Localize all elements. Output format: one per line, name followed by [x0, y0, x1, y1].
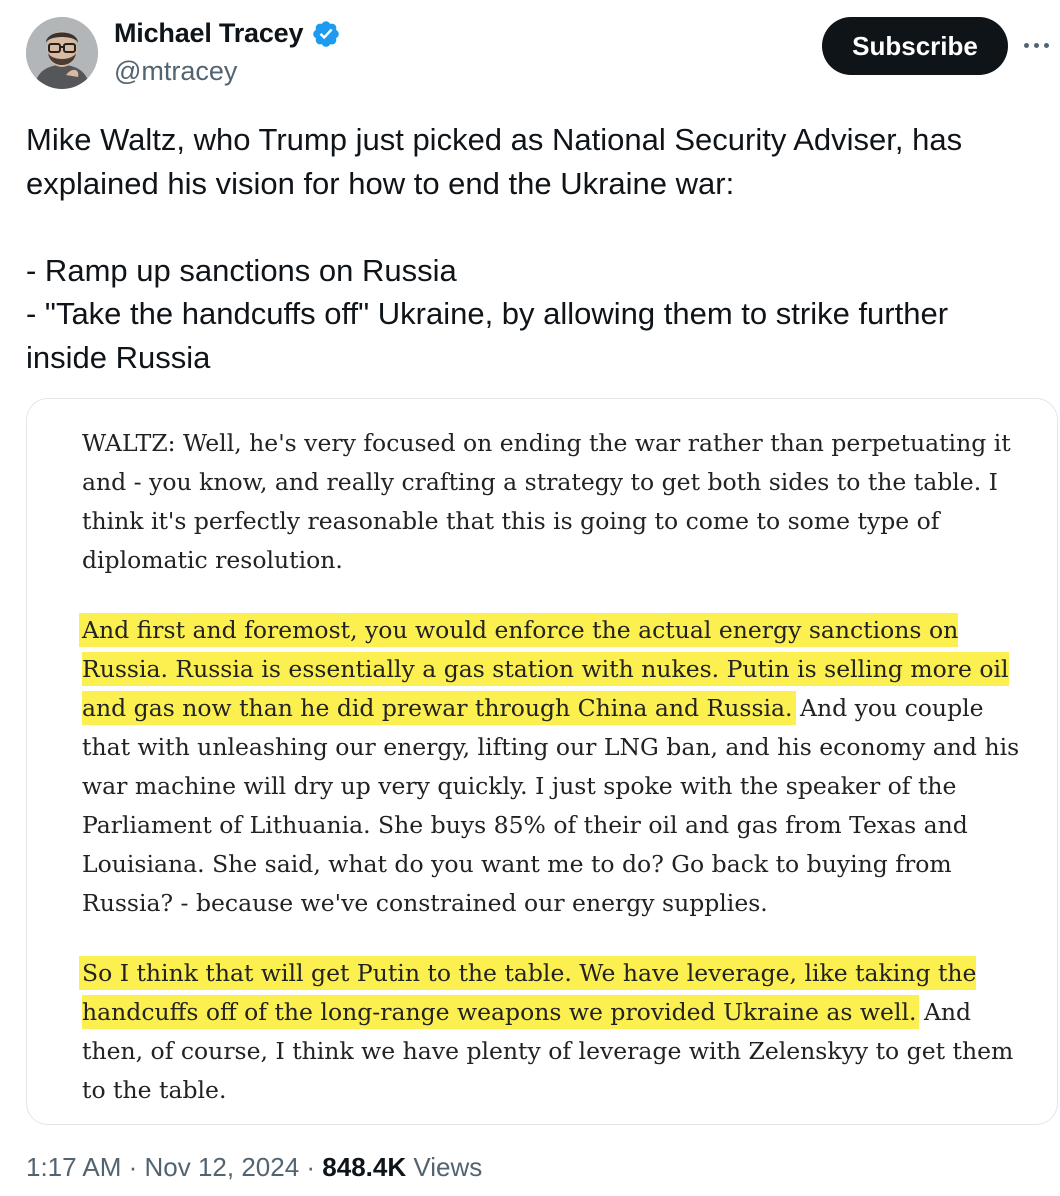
transcript-paragraph-2 — [82, 611, 1032, 923]
views-count[interactable]: 848.4K — [322, 1152, 407, 1182]
more-dot — [1034, 43, 1039, 48]
meta-separator: · — [299, 1152, 323, 1182]
transcript-paragraph-3 — [82, 954, 1032, 1110]
avatar[interactable] — [26, 17, 98, 89]
plain-text: And then, of course, I think we have plenty of leverage with Zelenskyy to get them to the table. — [82, 998, 1014, 1104]
author-handle[interactable]: @mtracey — [114, 56, 238, 86]
transcript-excerpt — [82, 424, 1032, 1125]
tweet-date[interactable]: Nov 12, 2024 — [144, 1152, 300, 1182]
more-dot — [1044, 43, 1049, 48]
highlighted-text: So I think that will get Putin to the table. We have leverage, like taking the handcuffs off of the long-range weapons we provided Ukraine as well. — [82, 959, 977, 1026]
more-dots-icon[interactable] — [1024, 30, 1058, 60]
tweet-meta — [26, 1152, 482, 1183]
tweet-time[interactable]: 1:17 AM — [26, 1152, 122, 1182]
avatar-image — [26, 17, 98, 89]
highlighted-text: And first and foremost, you would enforce the actual energy sanctions on Russia. Russia is essentially a gas station with nukes. Putin is selling more oil and gas now than he did prewar through China and Russia. — [82, 616, 1009, 722]
tweet-text: Mike Waltz, who Trump just picked as National Security Adviser, has explained his vision for how to end the Ukraine war: - Ramp up sanctions on Russia - "Take the handcuffs off" Ukraine, by allowing them to strike further inside Russia — [26, 122, 963, 375]
subscribe-button[interactable]: Subscribe — [822, 17, 1008, 75]
verified-badge-icon[interactable] — [311, 19, 341, 49]
author-name-text[interactable]: Michael Tracey — [114, 18, 304, 48]
plain-text: And you couple that with unleashing our energy, lifting our LNG ban, and his economy and his war machine will dry up very quickly. I just spoke with the speaker of the Parliament of Lithuania. She buys 85% of their oil and gas from Texas and Louisiana. She said, what do you want me to do? Go back to buying from Russia? - because we've constrained our energy supplies. — [82, 694, 1020, 917]
author-name[interactable] — [114, 18, 341, 49]
quote-image[interactable] — [26, 398, 1058, 1125]
more-dot — [1024, 43, 1029, 48]
transcript-paragraph-1: WALTZ: Well, he's very focused on ending the war rather than perpetuating it and - you know, and really crafting a strategy to get both sides to the table. I think it's perfectly reasonable that this is going to come to some type of diplomatic resolution. — [82, 429, 1011, 574]
meta-separator: · — [121, 1152, 145, 1182]
views-label: Views — [406, 1152, 483, 1182]
